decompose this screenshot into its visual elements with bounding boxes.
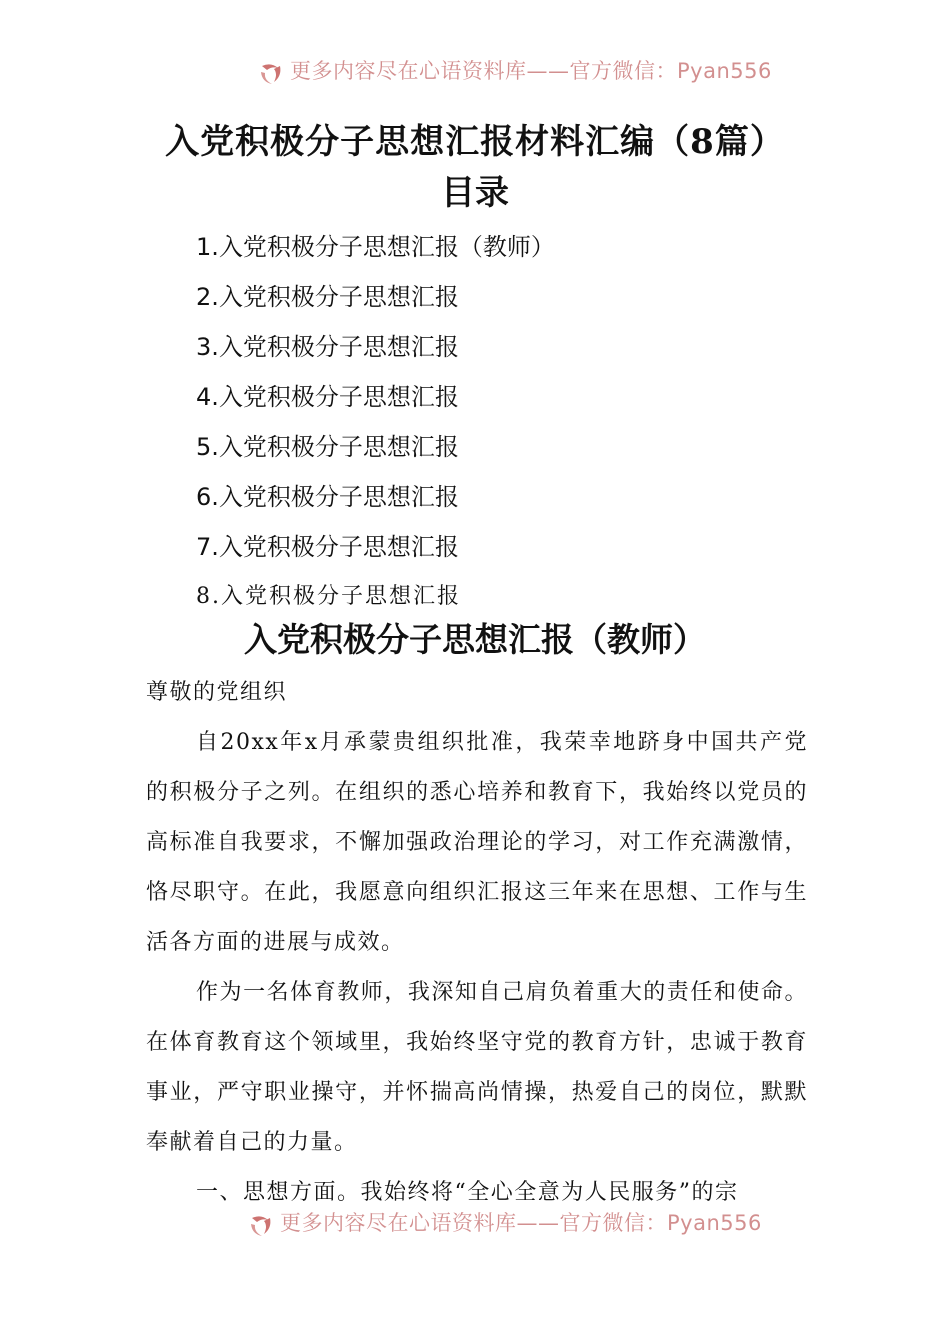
table-of-contents (196, 222, 555, 622)
document-body (146, 668, 808, 1218)
document-title: 入党积极分子思想汇报材料汇编（8篇） (165, 122, 785, 162)
toc-item: 3.入党积极分子思想汇报 (196, 333, 459, 361)
footer-watermark (0, 1208, 950, 1238)
body-paragraph: 一、思想方面。我始终将“全心全意为人民服务”的宗 (196, 1180, 739, 1205)
toc-item: 7.入党积极分子思想汇报 (196, 533, 459, 561)
section-title: 入党积极分子思想汇报（教师） (244, 620, 706, 659)
body-paragraph: 自20xx年x月承蒙贵组织批准，我荣幸地跻身中国共产党的积极分子之列。在组织的悉心培养和教育下，我始终以党员的高标准自我要求，不懈加强政治理论的学习，对工作充满激情，恪尽职守。在此，我愿意向组织汇报这三年来在思想、工作与生活各方面的进展与成效。 (146, 730, 808, 955)
body-paragraph: 作为一名体育教师，我深知自己肩负着重大的责任和使命。在体育教育这个领域里，我始终坚守党的教育方针，忠诚于教育事业，严守职业操守，并怀揣高尚情操，热爱自己的岗位，默默奉献着自己的力量。 (146, 980, 808, 1155)
header-watermark (0, 56, 950, 86)
watermark-logo-icon (248, 1212, 274, 1238)
toc-heading: 目录 (441, 173, 509, 213)
watermark-logo-icon (258, 60, 284, 86)
toc-item: 1.入党积极分子思想汇报（教师） (196, 233, 555, 261)
toc-item: 5.入党积极分子思想汇报 (196, 433, 459, 461)
toc-item: 6.入党积极分子思想汇报 (196, 483, 459, 511)
watermark-text: 更多内容尽在心语资料库——官方微信：Pyan556 (290, 59, 772, 83)
toc-item: 2.入党积极分子思想汇报 (196, 283, 459, 311)
toc-item: 8.入党积极分子思想汇报 (196, 584, 461, 609)
salutation: 尊敬的党组织 (146, 680, 288, 705)
toc-item: 4.入党积极分子思想汇报 (196, 383, 459, 411)
watermark-text: 更多内容尽在心语资料库——官方微信：Pyan556 (280, 1211, 762, 1235)
